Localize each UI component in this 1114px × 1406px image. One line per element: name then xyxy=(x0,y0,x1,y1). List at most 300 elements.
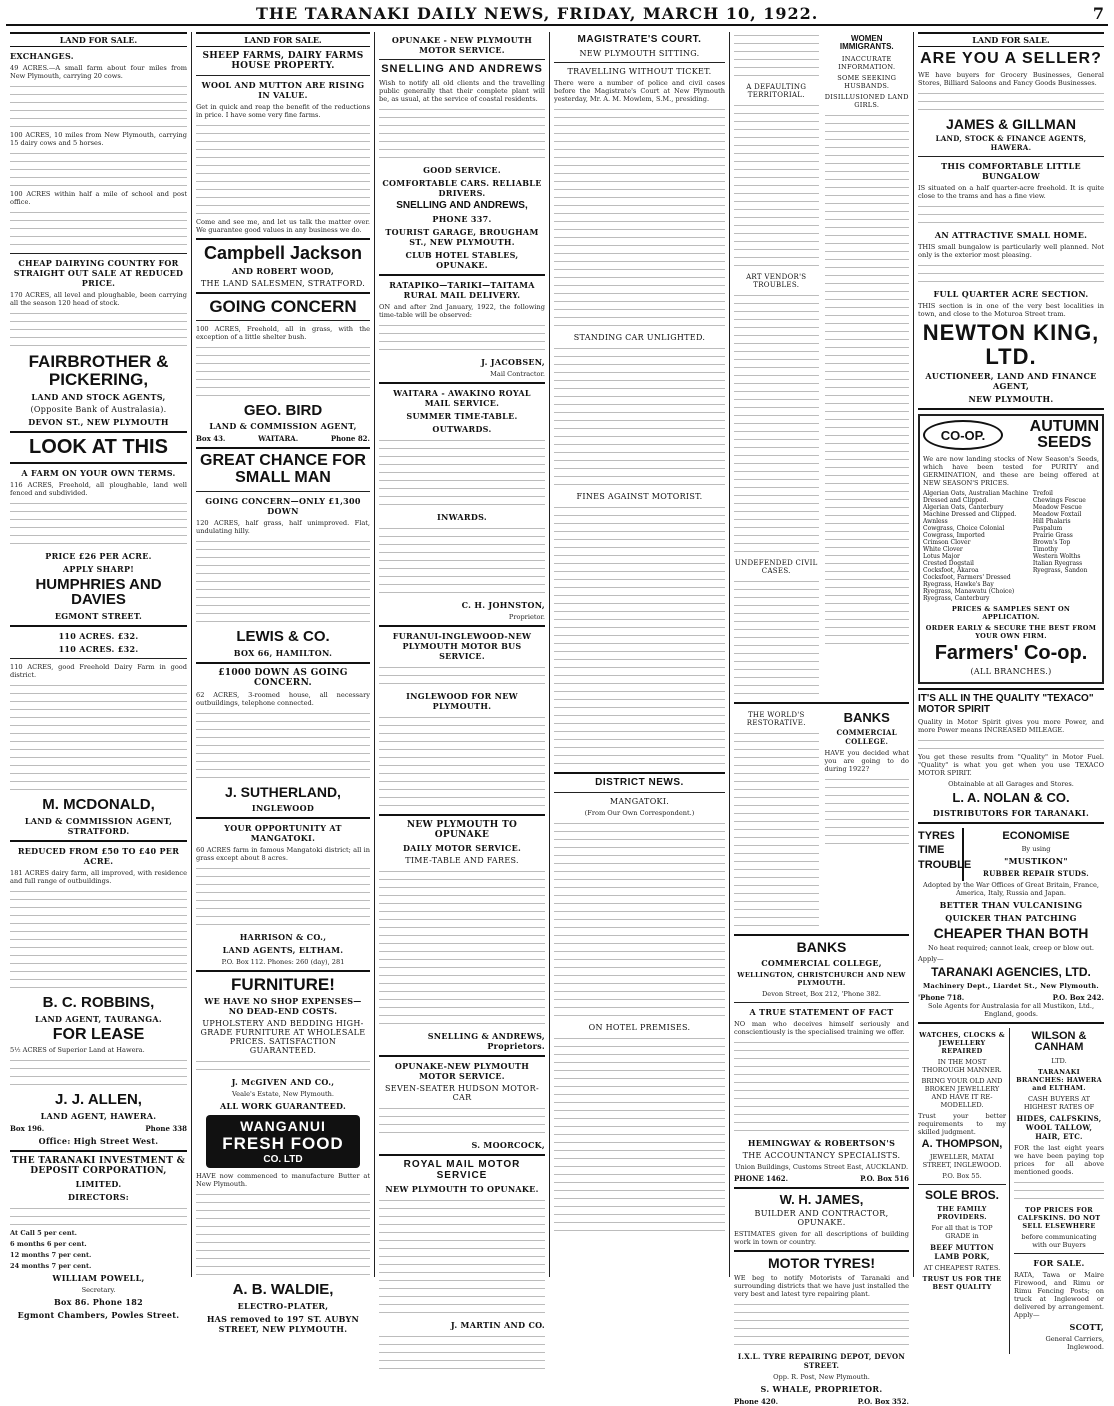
ad-text: 5½ ACRES of Superior Land at Hawera. xyxy=(10,1046,145,1055)
heading: SHEEP FARMS, DAIRY FARMS HOUSE PROPERTY. xyxy=(202,51,364,71)
firm-name: TARANAKI AGENCIES, LTD. xyxy=(931,965,1091,980)
box-phone: P.O. Box 112. Phones: 260 (day), 281 xyxy=(221,957,345,966)
agent-name: B. C. ROBBINS, xyxy=(42,993,155,1011)
phone: PHONE 337. xyxy=(432,214,492,225)
firm-ltd: LTD. xyxy=(1051,1056,1067,1065)
heading: FULL QUARTER ACRE SECTION. xyxy=(933,289,1089,300)
seed-item: Awnless xyxy=(923,518,948,526)
heading: INWARDS. xyxy=(437,512,487,523)
firm-name: Farmers' Co-op. xyxy=(934,642,1088,665)
body-text xyxy=(196,710,370,782)
body-text xyxy=(10,209,187,249)
wilson-ad xyxy=(1014,1028,1104,1354)
column-6 xyxy=(914,32,1108,1351)
office: Office: High Street West. xyxy=(38,1136,159,1147)
heading: FURNITURE! xyxy=(231,974,335,994)
seed-item: Cowgrass, Imported xyxy=(923,532,985,540)
timetable xyxy=(379,664,545,688)
firm-name: JAMES & GILLMAN xyxy=(946,115,1076,132)
ad-body xyxy=(918,90,1104,114)
article-body xyxy=(734,32,819,80)
agent-sub: LAND AGENTS, ELTHAM. xyxy=(222,944,344,955)
seed-item: Ryegrass, Canterbury xyxy=(923,595,990,603)
ad-text: Quality in Motor Spirit gives you more Power, and more Power means INCREASED MILEAGE. xyxy=(918,718,1104,735)
firm-sub: TARANAKI BRANCHES: HAWERA and ELTHAM. xyxy=(1016,1067,1102,1092)
ad-text: Adopted by the War Offices of Great Britain, France, America, Italy, Russia and Japan. xyxy=(923,881,1099,898)
firm-sub: BUILDER AND CONTRACTOR, OPUNAKE. xyxy=(754,1209,889,1228)
article-text: There were a number of police and civil cases before the Magistrate's Court at New Plymouth yesterday, Mr. A. M. Mowlem, S.M., presiding. xyxy=(554,78,725,103)
ad-text: Trust your better requirements to my skilled judgment. xyxy=(918,1111,1006,1136)
address: TOURIST GARAGE, BROUGHAM ST., NEW PLYMOUTH. xyxy=(385,227,539,248)
body-text xyxy=(196,122,370,218)
phone-number: 'Phone 718. xyxy=(918,992,965,1002)
page-number: 7 xyxy=(1092,4,1104,23)
word: TYRES xyxy=(918,829,955,842)
firm-name: SNELLING AND ANDREWS xyxy=(381,63,543,75)
seed-item: Crested Dogstail xyxy=(923,560,974,568)
seeds-list xyxy=(923,490,1029,602)
coop-ad xyxy=(918,414,1104,685)
ad-text: HAVE you decided what you are going to do during 1922? xyxy=(824,748,909,773)
ad-text: NO man who deceives himself seriously and conscientiously is the specialised training we offer. xyxy=(734,1019,909,1036)
article-byline: (From Our Own Correspondent.) xyxy=(584,809,695,817)
article-right xyxy=(825,32,910,698)
ad-text: ESTIMATES given for all descriptions of building work in town or country. xyxy=(734,1230,909,1247)
heading: EXCHANGES. xyxy=(10,51,74,61)
article-subhead: STANDING CAR UNLIGHTED. xyxy=(573,332,706,342)
article-subhead: ON HOTEL PREMISES. xyxy=(588,1023,691,1032)
seed-item: Chewings Fescue xyxy=(1032,497,1086,505)
heading: SEEDS xyxy=(1037,434,1092,452)
article-subhead: THE WORLD'S RESTORATIVE. xyxy=(746,711,806,727)
body-text xyxy=(10,83,187,131)
ad-text: Apply— xyxy=(918,955,944,964)
seed-item: Hill Phalaris xyxy=(1032,518,1071,526)
body-text xyxy=(10,310,187,350)
box-number: P.O. Box 242. xyxy=(1052,992,1104,1002)
newspaper-page xyxy=(6,4,1108,1406)
word: TROUBLE xyxy=(918,859,972,871)
products: BEEF MUTTON LAMB PORK, xyxy=(930,1242,994,1261)
firm-name: A. THOMPSON, xyxy=(921,1137,1003,1150)
article-subhead: DISILLUSIONED LAND GIRLS. xyxy=(824,92,909,109)
heading: ALL WORK GUARANTEED. xyxy=(219,1101,347,1112)
article-left-2 xyxy=(734,708,819,930)
heading: THIS COMFORTABLE LITTLE BUNGALOW xyxy=(941,161,1081,182)
seed-item: Italian Ryegrass xyxy=(1032,560,1083,568)
heading: DAILY MOTOR SERVICE. xyxy=(402,843,522,854)
seed-item: Ryegrass, Hawke's Bay xyxy=(923,581,994,589)
word: TIME xyxy=(918,844,945,857)
firm-sub: THE ACCOUNTANCY SPECIALISTS. xyxy=(742,1150,901,1160)
heading: IT'S ALL IN THE QUALITY "TEXACO" MOTOR SPIRIT xyxy=(918,693,1094,715)
timetable xyxy=(379,525,545,597)
ad-text: IN THE MOST THOROUGH MANNER. xyxy=(922,1057,1002,1074)
firm-sub: JEWELLER, MATAI STREET, INGLEWOOD. xyxy=(922,1153,1002,1170)
rate: 24 months 7 per cent. xyxy=(10,1262,92,1271)
ad-text: You get these results from "Quality" in Motor Fuel. "Quality" is what you get when you use TEXACO MOTOR SPIRIT. xyxy=(918,753,1104,778)
firm-addr: Opp. R. Post, New Plymouth. xyxy=(773,1373,870,1382)
heading: YOUR OPPORTUNITY AT MANGATOKI. xyxy=(224,822,342,843)
ad-line: BETTER THAN VULCANISING xyxy=(939,900,1083,911)
seed-item: Algerian Oats, Australian Machine Dressed and Clipped. xyxy=(923,490,1029,505)
firm-sub: (ALL BRANCHES.) xyxy=(970,667,1052,677)
order: ORDER EARLY & SECURE THE BEST FROM YOUR OWN FIRM. xyxy=(925,624,1097,641)
agent-name: LEWIS & CO. xyxy=(236,628,330,646)
article-body xyxy=(554,1035,725,1235)
body-text xyxy=(10,500,187,548)
article-body xyxy=(734,578,819,698)
heading: WAITARA - AWAKINO ROYAL MAIL SERVICE. xyxy=(393,388,531,409)
ad-text: FOR the last eight years we have been paying top prices for all above mentioned goods. xyxy=(1014,1143,1104,1176)
mustikon-ad xyxy=(918,828,1104,882)
heading: A FARM ON YOUR OWN TERMS. xyxy=(21,467,176,478)
firm-name: WILSON & CANHAM xyxy=(1031,1029,1087,1054)
ad-address: Devon Street, Box 212, 'Phone 382. xyxy=(762,989,881,998)
article-subhead: A DEFAULTING TERRITORIAL. xyxy=(746,83,807,99)
heading: COMFORTABLE CARS. RELIABLE DRIVERS. xyxy=(382,177,542,198)
secretary-name: WILLIAM POWELL, xyxy=(52,1273,145,1284)
ad-text: IS situated on a half quarter-acre freehold. It is quite close to the trams and has a fine view. xyxy=(918,184,1104,201)
firm-addr: Union Buildings, Customs Street East, AUCKLAND. xyxy=(734,1162,909,1171)
agent-name: HARRISON & CO., xyxy=(239,931,327,942)
ad-text: 100 ACRES, Freehold, all in grass, with the exception of a little shelter bush. xyxy=(196,324,370,341)
heading: INGLEWOOD FOR NEW PLYMOUTH. xyxy=(406,691,518,712)
agent-name: Campbell Jackson xyxy=(203,243,363,263)
heading: ROYAL MAIL MOTOR SERVICE xyxy=(403,1159,521,1181)
firm-town: NEW PLYMOUTH. xyxy=(968,393,1054,404)
article-title: MAGISTRATE'S COURT. xyxy=(577,34,702,45)
ad-body xyxy=(1014,1179,1104,1203)
ad-title: BANKS xyxy=(843,710,890,725)
address: CLUB HOTEL STABLES, OPUNAKE. xyxy=(405,250,519,271)
agent-sub: AND ROBERT WOOD, xyxy=(231,265,335,276)
ad-text: 49 ACRES.—A small farm about four miles from New Plymouth, carrying 20 cows. xyxy=(10,64,187,80)
article-body xyxy=(734,102,819,270)
heading: GOING CONCERN—ONLY £1,300 DOWN xyxy=(205,496,361,517)
ad-body xyxy=(918,203,1104,227)
agent-sub: LAND & COMMISSION AGENT, STRATFORD. xyxy=(24,815,173,836)
ad-text: For all that is TOP GRADE in xyxy=(931,1223,993,1240)
article-subhead: FINES AGAINST MOTORIST. xyxy=(576,491,703,501)
ad-text: TRUST US FOR THE BEST QUALITY xyxy=(922,1274,1002,1291)
box-number: P.O. Box 516 xyxy=(860,1173,909,1183)
ad-text: 181 ACRES dairy farm, all improved, with residence and full range of outbuildings. xyxy=(10,868,187,885)
agent-street: DEVON ST., NEW PLYMOUTH xyxy=(28,416,169,427)
heading: SUMMER TIME-TABLE. xyxy=(406,411,518,422)
article-subhead: UNDEFENDED CIVIL CASES. xyxy=(734,559,818,575)
article-body xyxy=(825,112,910,648)
article-title: DISTRICT NEWS. xyxy=(595,776,684,788)
body-text xyxy=(10,150,187,190)
body-text xyxy=(379,1105,545,1137)
wanganui-logo xyxy=(206,1115,360,1168)
address: Egmont Chambers, Powles Street. xyxy=(17,1310,180,1321)
agent-name: J. McGIVEN AND CO., xyxy=(231,1077,335,1088)
firm-name: SCOTT, xyxy=(1069,1321,1104,1332)
seed-item: Paspalum xyxy=(1032,525,1063,533)
ad-text: 100 ACRES, 10 miles from New Plymouth, carrying 15 dairy cows and 5 horses. xyxy=(10,131,187,147)
body-text xyxy=(196,1191,370,1279)
heading: GOING CONCERN xyxy=(209,296,357,316)
body-text xyxy=(379,322,545,354)
agent-sub: ELECTRO-PLATER, xyxy=(237,1301,329,1312)
box-number: P.O. Box 352. xyxy=(857,1397,909,1406)
seed-item: Crimson Clover xyxy=(923,539,971,547)
agent-sub: LAND AGENT, TAURANGA. xyxy=(35,1013,162,1024)
agent-addr: HAS removed to 197 ST. AUBYN STREET, NEW PLYMOUTH. xyxy=(206,1314,360,1335)
seed-item: Western Wolths xyxy=(1032,553,1081,561)
body-text xyxy=(10,888,187,992)
section-label: LAND FOR SALE. xyxy=(918,32,1104,47)
article-subhead: MANGATOKI. xyxy=(609,797,670,806)
ad-body xyxy=(734,1301,909,1349)
ad-text: 116 ACRES, Freehold, all ploughable, land well fenced and subdivided. xyxy=(10,480,187,497)
heading: WOOL AND MUTTON ARE RISING IN VALUE. xyxy=(201,80,365,100)
article-left xyxy=(734,32,819,698)
ad-text: THIS small bungalow is particularly well planned. Not only is the exterior most pleasing. xyxy=(918,243,1104,260)
coop-logo xyxy=(923,420,1003,450)
firm-name: SNELLING AND ANDREWS, xyxy=(396,199,528,211)
heading: REDUCED FROM £50 TO £40 PER ACRE. xyxy=(17,845,180,866)
town: WAITARA. xyxy=(258,434,299,444)
firm-name: NEWTON KING, LTD. xyxy=(922,320,1100,369)
ad-text: TOP PRICES FOR CALFSKINS. DO NOT SELL ELSEWHERE xyxy=(1017,1205,1101,1230)
firm-sub: Machinery Dept., Liardet St., New Plymouth. xyxy=(923,981,1099,990)
column-3 xyxy=(375,32,550,1331)
article-body xyxy=(554,106,725,330)
seed-item: Ryegrass, Manawatu (Choice) xyxy=(923,588,1015,596)
firm-sub: DISTRIBUTORS FOR TARANAKI. xyxy=(932,807,1090,818)
article-subhead: SOME SEEKING HUSBANDS. xyxy=(837,73,897,90)
agent-name: FAIRBROTHER & PICKERING, xyxy=(28,352,169,389)
seed-item: Brown's Top xyxy=(1032,539,1071,547)
seed-item: Timothy xyxy=(1032,546,1058,554)
body-text xyxy=(10,1057,187,1089)
agent-sub: LAND AGENT, HAWERA. xyxy=(40,1111,157,1122)
timetable xyxy=(379,437,545,509)
agent-addr: BOX 66, HAMILTON. xyxy=(233,647,333,658)
heading: FURANUI-INGLEWOOD-NEW PLYMOUTH MOTOR BUS SERVICE. xyxy=(392,631,532,662)
ad-text: No heat required; cannot leak, creep or blow out. xyxy=(927,944,1095,953)
heading: SEVEN-SEATER HUDSON MOTOR-CAR xyxy=(385,1084,539,1103)
body-text xyxy=(379,106,545,162)
box-phone: Box 86. Phone 182 xyxy=(53,1297,143,1308)
seed-item: Prairie Grass xyxy=(1032,532,1073,540)
ad-body xyxy=(734,1039,909,1135)
heading: FOR SALE. xyxy=(1033,1257,1085,1268)
apply: APPLY SHARP! xyxy=(62,563,135,574)
agent-sub: THE LAND SALESMEN, STRATFORD. xyxy=(200,278,366,288)
heading: RATAPIKO—TARIKI—TAITAMA RURAL MAIL DELIVERY. xyxy=(389,280,535,301)
ad-text: RATA, Tawa or Maire Firewood, and Rimu or Rimu Fencing Posts; on truck at Inglewood or delivered by arrangement. Apply— xyxy=(1014,1270,1104,1319)
ad-title: BANKS xyxy=(796,939,847,955)
masthead xyxy=(6,4,1108,26)
heading: A TRUE STATEMENT OF FACT xyxy=(749,1006,894,1017)
products: HIDES, CALFSKINS, WOOL TALLOW, HAIR, ETC. xyxy=(1016,1113,1102,1141)
article-body xyxy=(734,292,819,556)
ad-text: Wish to notify all old clients and the travelling public generally that their complete plant will be, as usual, at the service of coastal residents. xyxy=(379,78,545,103)
heading: TIME-TABLE AND FARES. xyxy=(405,856,519,866)
seed-item: Cowgrass, Choice Colonial xyxy=(923,525,1005,533)
column-5 xyxy=(730,32,914,1406)
ad-text: Get in quick and reap the benefit of the reductions in price. I have some very fine farms. xyxy=(196,103,370,119)
body-text xyxy=(10,682,187,794)
body-text xyxy=(196,538,370,626)
ad-subtitle: COMMERCIAL COLLEGE, xyxy=(761,957,882,968)
heading: MOTOR TYRES! xyxy=(767,1255,876,1272)
article-subtitle: NEW PLYMOUTH SITTING. xyxy=(579,48,700,58)
section-label: LAND FOR SALE. xyxy=(10,32,187,47)
heading: OPUNAKE - NEW PLYMOUTH MOTOR SERVICE. xyxy=(391,35,533,55)
ad-body xyxy=(918,262,1104,286)
box-number: Box 43. xyxy=(196,434,226,444)
logo-line: WANGANUI xyxy=(240,1118,326,1135)
proprietor: S. WHALE, PROPRIETOR. xyxy=(760,1384,883,1395)
ad-text: WE beg to notify Motorists of Taranaki and surrounding districts that we have just installed the very best and latest tyre repairing plant. xyxy=(734,1274,909,1299)
seed-item: White Clover xyxy=(923,546,963,554)
agent-sub: LAND & COMMISSION AGENT, xyxy=(209,421,357,432)
ad-text: 62 ACRES, 3-roomed house, all necessary outbuildings, telephone connected. xyxy=(196,690,370,707)
ad-subtitle: WELLINGTON, CHRISTCHURCH AND NEW PLYMOUTH. xyxy=(737,970,906,987)
agent-name: HUMPHRIES AND DAVIES xyxy=(35,575,162,609)
seed-item: Cocksfoot, Farmers' Dressed xyxy=(923,574,1011,582)
secretary-title: Secretary. xyxy=(81,1286,116,1295)
heading: UPHOLSTERY AND BEDDING HIGH-GRADE FURNITURE AT WHOLESALE PRICES. SATISFACTION GUARANTEED. xyxy=(200,1019,366,1056)
ad-text: BRING YOUR OLD AND BROKEN JEWELLERY AND HAVE IT RE-MODELLED. xyxy=(921,1076,1003,1109)
rate: 12 months 7 per cent. xyxy=(10,1251,92,1260)
ad-text: before communicating with our Buyers xyxy=(1021,1232,1097,1249)
proprietor-name: C. H. JOHNSTON, xyxy=(461,600,545,611)
seed-item: Algerian Oats, Canterbury Machine Dressed and Clipped. xyxy=(923,504,1017,519)
ad-text: RUBBER REPAIR STUDS. xyxy=(983,869,1089,879)
timetable xyxy=(379,1197,545,1317)
logo-line: CO. LTD xyxy=(263,1154,303,1166)
heading: 110 ACRES. £32. xyxy=(58,631,139,642)
body-text xyxy=(379,1333,545,1373)
seed-item: Cocksfoot, Akaroa xyxy=(923,567,979,575)
heading: LOOK AT THIS xyxy=(29,435,168,458)
seeds-list-2 xyxy=(1033,490,1099,602)
contractor-name: J. JACOBSEN, xyxy=(481,357,545,368)
agent-name: J. SUTHERLAND, xyxy=(225,783,341,800)
heading: CHEAP DAIRYING COUNTRY FOR STRAIGHT OUT SALE AT REDUCED PRICE. xyxy=(13,258,184,288)
seed-item: Trefoil xyxy=(1032,490,1053,498)
thompson-ad xyxy=(918,1028,1010,1354)
article-body xyxy=(554,820,725,1020)
heading: OPUNAKE-NEW PLYMOUTH MOTOR SERVICE. xyxy=(394,1061,530,1082)
agent-addr: Veale's Estate, New Plymouth. xyxy=(232,1090,334,1099)
column-2 xyxy=(192,32,375,1335)
article-title: WOMEN IMMIGRANTS. xyxy=(839,34,894,52)
masthead-title: THE TARANAKI DAILY NEWS, FRIDAY, MARCH 10, 1922. xyxy=(256,4,819,23)
ad-text: Obtainable at all Garages and Stores. xyxy=(948,780,1074,789)
firm-name: W. H. JAMES, xyxy=(779,1191,864,1207)
heading-sub: LIMITED. xyxy=(75,1179,122,1190)
heading: AUTUMN xyxy=(1029,417,1099,435)
heading: NEW PLYMOUTH TO OPUNAKE. xyxy=(385,1184,539,1195)
coop-label: CO-OP. xyxy=(940,427,986,443)
body-text xyxy=(10,1205,187,1229)
heading: £1000 DOWN AS GOING CONCERN. xyxy=(218,667,348,688)
agent-addr: EGMONT STREET. xyxy=(54,611,143,622)
ad-text: ON and after 2nd January, 1922, the following time-table will be observed: xyxy=(379,303,545,320)
proprietor-title: Proprietor. xyxy=(508,613,545,622)
seed-item: Meadow Foxtail xyxy=(1032,511,1082,519)
ad-text: Sole Agents for Australasia for all Mustikon, Ltd., England, goods. xyxy=(927,1001,1095,1018)
firm-sub: LAND, STOCK & FINANCE AGENTS, HAWERA. xyxy=(935,134,1087,153)
firm-name: L. A. NOLAN & CO. xyxy=(952,790,1070,806)
firm-sub: General Carriers, Inglewood. xyxy=(1045,1334,1104,1351)
firm-sub: AUCTIONEER, LAND AND FINANCE AGENT, xyxy=(925,370,1097,391)
agent-sub: LAND AND STOCK AGENTS, xyxy=(31,391,166,402)
brand: "MUSTIKON" xyxy=(1004,856,1068,867)
body-text xyxy=(196,865,370,929)
ads-right xyxy=(825,708,910,930)
heading: FOR LEASE xyxy=(52,1025,145,1043)
ad-line: CHEAPER THAN BOTH xyxy=(933,925,1089,942)
directors-label: DIRECTORS: xyxy=(67,1192,130,1203)
tyres-block xyxy=(918,828,972,882)
heading: THE TARANAKI INVESTMENT & DEPOSIT CORPORATION, xyxy=(11,1156,186,1177)
proprietors: SNELLING & ANDREWS, Proprietors. xyxy=(427,1031,545,1052)
body-text xyxy=(196,1058,370,1074)
ad-text: By using xyxy=(1021,845,1051,854)
proprietor-name: J. MARTIN AND CO. xyxy=(450,1320,545,1331)
heading: WE HAVE NO SHOP EXPENSES— NO DEAD-END COSTS. xyxy=(204,996,362,1017)
agent-name: M. MCDONALD, xyxy=(42,796,155,814)
heading: NEW PLYMOUTH TO OPUNAKE xyxy=(406,820,518,841)
seed-item: Meadow Fescue xyxy=(1032,504,1082,512)
article-body xyxy=(554,345,725,489)
article-subhead: INACCURATE INFORMATION. xyxy=(838,54,896,71)
timetable xyxy=(379,868,545,1028)
ad-text: HAVE now commenced to manufacture Butter at New Plymouth. xyxy=(196,1172,370,1189)
logo-line: FRESH FOOD xyxy=(222,1134,344,1154)
heading: ECONOMISE xyxy=(1002,829,1070,842)
ad-text: 60 ACRES farm in famous Mangatoki district; all in grass except about 8 acres. xyxy=(196,845,370,862)
heading: GOOD SERVICE. xyxy=(423,164,501,175)
ad-text: WE have buyers for Grocery Businesses, General Stores, Billiard Saloons and Fancy Goods Businesses. xyxy=(918,70,1104,87)
ad-text: THIS section is in one of the very best localities in town, and close to the Moturoa Street tram. xyxy=(918,302,1104,319)
firm-name: SOLE BROS. xyxy=(924,1188,999,1203)
seed-item: Ryegrass, Sandon xyxy=(1032,567,1088,575)
ad-line: QUICKER THAN PATCHING xyxy=(945,913,1077,924)
article-body xyxy=(554,504,725,768)
firm-sub: THE FAMILY PROVIDERS. xyxy=(937,1204,987,1221)
contractor-title: Mail Contractor. xyxy=(490,370,545,379)
ad-text: CASH BUYERS AT HIGHEST RATES OF xyxy=(1023,1094,1095,1111)
agent-sub: INGLEWOOD xyxy=(251,802,315,813)
heading: WATCHES, CLOCKS & JEWELLERY REPAIRED xyxy=(919,1030,1005,1055)
box-number: Box 196. xyxy=(10,1124,45,1134)
heading: 110 ACRES. £32. xyxy=(58,644,139,655)
ad-body xyxy=(825,776,910,848)
ad-text: 170 ACRES, all level and ploughable, been carrying all the season 120 head of stock. xyxy=(10,291,187,307)
ad-text: 120 ACRES, half grass, half unimproved. Flat, undulating hilly. xyxy=(196,519,370,536)
phone-number: Phone 338 xyxy=(145,1124,187,1134)
samples: PRICES & SAMPLES SENT ON APPLICATION. xyxy=(951,605,1071,622)
rate: 6 months 6 per cent. xyxy=(10,1240,87,1249)
seed-item: Lotus Major xyxy=(923,553,960,561)
ad-text: AT CHEAPEST RATES. xyxy=(923,1263,1001,1272)
box-number: P.O. Box 55. xyxy=(942,1172,982,1181)
ad-text: Come and see me, and let us talk the matter over. We guarantee good values in any business we do. xyxy=(196,218,370,234)
ad-text: 110 ACRES, good Freehold Dairy Farm in good district. xyxy=(10,663,187,680)
heading: AN ATTRACTIVE SMALL HOME. xyxy=(934,230,1088,241)
body-text xyxy=(196,344,370,400)
ad-subtitle: COMMERCIAL COLLEGE. xyxy=(836,727,898,746)
